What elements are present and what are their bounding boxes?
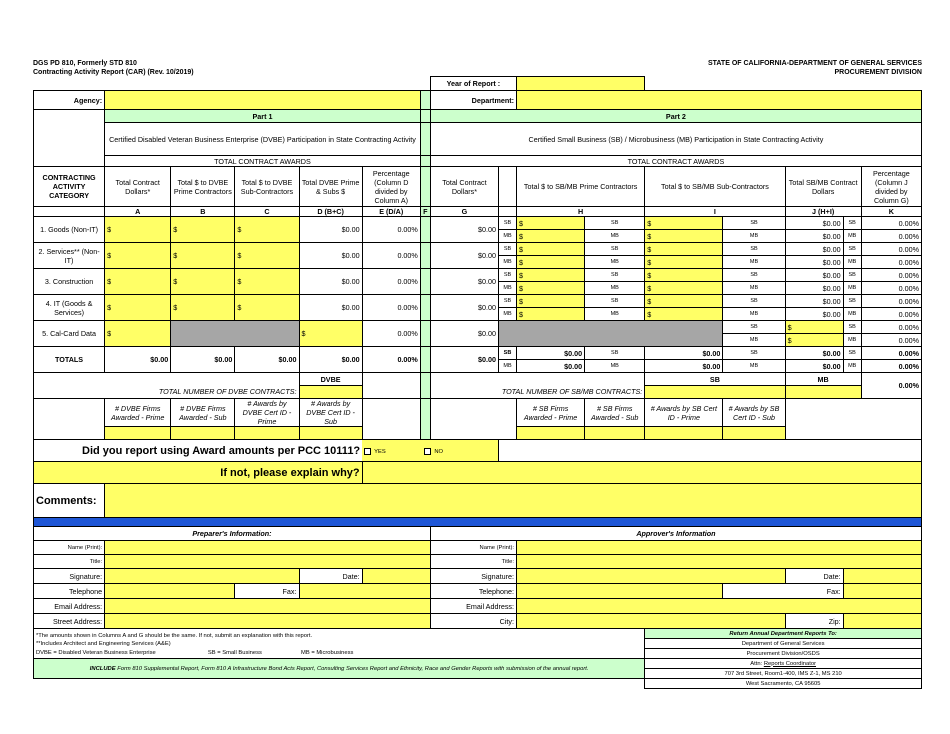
- row1-i-sb-tag: SB: [723, 217, 785, 230]
- approver-header: Approver's Information: [430, 527, 921, 541]
- totals-g: $0.00: [430, 347, 498, 373]
- row1-b-input[interactable]: $: [171, 217, 235, 243]
- appr-date-input[interactable]: [843, 569, 921, 584]
- row1-j-mb-value: $0.00: [785, 230, 843, 243]
- appr-name-label: Name (Print):: [430, 541, 516, 555]
- totals-label: TOTALS: [34, 347, 105, 373]
- row3-h-sb-tag: SB: [585, 269, 645, 282]
- pcc-yes-option[interactable]: [362, 440, 420, 462]
- explain-label: If not, please explain why?: [34, 462, 363, 484]
- row1-i-sb-input[interactable]: $: [645, 217, 723, 230]
- totals-sb-tag: SB: [498, 347, 516, 360]
- row2-i-mb-tag: MB: [723, 256, 785, 269]
- totals-k-mb: 0.00%: [861, 360, 921, 373]
- totals-i-mb-tag: MB: [723, 360, 785, 373]
- totals-i-mb: $0.00: [645, 360, 723, 373]
- appr-title-input[interactable]: [517, 555, 922, 569]
- note-3b: SB = Small Business: [171, 649, 299, 659]
- totals-k-all: 0.00%: [861, 373, 921, 399]
- row2-k-mb-value: 0.00%: [861, 256, 921, 269]
- part1-description: Certified Disabled Veteran Business Enterprise (DVBE) Participation in State Contracting Activity: [105, 123, 421, 156]
- prep-title-label: Title:: [34, 555, 105, 569]
- form-header-right: [708, 59, 922, 77]
- row1-h-mb-input[interactable]: $: [517, 230, 585, 243]
- row4-j-mb-value: $0.00: [785, 308, 843, 321]
- row1-a-input[interactable]: $: [105, 217, 171, 243]
- agency-input[interactable]: [105, 91, 421, 110]
- row1-c-input[interactable]: $: [235, 217, 299, 243]
- return-line-2: Procurement Division/OSDS: [645, 649, 922, 659]
- part2-description: Certified Small Business (SB) / Microbusiness (MB) Participation in State Contracting Activity: [430, 123, 921, 156]
- appr-zip-input[interactable]: [843, 614, 921, 629]
- row4-c-input[interactable]: $: [235, 295, 299, 321]
- col-k-header: Percentage (Column J divided by Column G): [861, 167, 921, 207]
- row3-sb-tag: SB: [498, 269, 516, 282]
- sb-cert-sub-header: # Awards by SB Cert ID - Sub: [723, 399, 785, 427]
- col-d-header: Total DVBE Prime & Subs $: [299, 167, 362, 207]
- row1-j-sb-tag: SB: [843, 217, 861, 230]
- col-g-letter: G: [430, 207, 498, 217]
- row5-sb-tag: SB: [723, 321, 785, 334]
- pcc-no-option[interactable]: [420, 440, 498, 462]
- col-j-letter: J (H+I): [785, 207, 861, 217]
- dvbe-cert-prime-header: # Awards by DVBE Cert ID - Prime: [235, 399, 299, 427]
- return-line-1: Department of General Services: [645, 639, 922, 649]
- dvbe-sub-awards-input[interactable]: [171, 427, 235, 440]
- row2-d-value: $0.00: [299, 243, 362, 269]
- row2-i-mb-input[interactable]: $: [645, 256, 723, 269]
- sb-sub-awards-input[interactable]: [585, 427, 645, 440]
- row2-h-mb-input[interactable]: $: [517, 256, 585, 269]
- appr-email-label: Email Address:: [430, 599, 516, 614]
- row4-i-mb-tag: MB: [723, 308, 785, 321]
- category-header: CONTRACTING ACTIVITY CATEGORY: [34, 167, 105, 207]
- row2-j-mb-value: $0.00: [785, 256, 843, 269]
- row2-h-mb-tag: MB: [585, 256, 645, 269]
- car-form-table: [33, 76, 922, 689]
- year-label: Year of Report :: [430, 77, 516, 91]
- row5-j-mb-tag: MB: [843, 334, 861, 347]
- row4-j-sb-value: $0.00: [785, 295, 843, 308]
- row1-j-sb-value: $0.00: [785, 217, 843, 230]
- pcc-question: Did you report using Award amounts per PCC 10111?: [34, 440, 363, 462]
- appr-zip-label: Zip:: [785, 614, 843, 629]
- prep-fax-label: Fax:: [235, 584, 299, 599]
- include-note: [34, 659, 645, 679]
- row1-i-mb-input[interactable]: $: [645, 230, 723, 243]
- row2-c-input[interactable]: $: [235, 243, 299, 269]
- row3-h-mb-tag: MB: [585, 282, 645, 295]
- dvbe-cert-sub-header: # Awards by DVBE Cert ID - Sub: [299, 399, 362, 427]
- row2-j-sb-tag: SB: [843, 243, 861, 256]
- row4-j-sb-tag: SB: [843, 295, 861, 308]
- tca-header-1: TOTAL CONTRACT AWARDS: [105, 156, 421, 167]
- row5-mb-tag: MB: [723, 334, 785, 347]
- totals-j-sb: $0.00: [785, 347, 843, 360]
- col-b-letter: B: [171, 207, 235, 217]
- appr-signature-label: Signature:: [430, 569, 516, 584]
- col-g-header: Total Contract Dollars*: [430, 167, 498, 207]
- row5-e-value: 0.00%: [362, 321, 420, 347]
- totals-j-mb: $0.00: [785, 360, 843, 373]
- include-note-bold: INCLUDE: [89, 665, 116, 672]
- dvbe-prime-awards-input[interactable]: [105, 427, 171, 440]
- dvbe-count-label: DVBE: [299, 373, 362, 386]
- row4-k-sb-value: 0.00%: [861, 295, 921, 308]
- prep-street-label: Street Address:: [34, 614, 105, 629]
- dvbe-cert-prime-input[interactable]: [235, 427, 299, 440]
- totals-b: $0.00: [171, 347, 235, 373]
- row2-h-sb-tag: SB: [585, 243, 645, 256]
- appr-telephone-label: Telephone:: [430, 584, 516, 599]
- appr-name-input[interactable]: [517, 541, 922, 555]
- note-2: **Includes Architect and Engineering Services (A&E): [34, 639, 645, 649]
- appr-city-label: City:: [430, 614, 516, 629]
- appr-signature-input[interactable]: [517, 569, 786, 584]
- row3-j-sb-value: $0.00: [785, 269, 843, 282]
- yes-checkbox[interactable]: [364, 448, 371, 455]
- prep-title-input[interactable]: [105, 555, 431, 569]
- part1-header: Part 1: [105, 110, 421, 123]
- row4-h-sb-input[interactable]: $: [517, 295, 585, 308]
- col-f-letter: F: [420, 207, 430, 217]
- row4-a-input[interactable]: $: [105, 295, 171, 321]
- totals-h-mb: $0.00: [517, 360, 585, 373]
- agency-label: Agency:: [34, 91, 105, 110]
- mb-count-label: MB: [785, 373, 861, 386]
- row2-h-sb-input[interactable]: $: [517, 243, 585, 256]
- col-d-letter: D (B+C): [299, 207, 362, 217]
- row1-h-sb-tag: SB: [585, 217, 645, 230]
- no-checkbox[interactable]: [424, 448, 431, 455]
- row4-k-mb-value: 0.00%: [861, 308, 921, 321]
- totals-j-sb-tag: SB: [843, 347, 861, 360]
- return-line-3: [645, 659, 922, 669]
- row5-j-sb-tag: SB: [843, 321, 861, 334]
- dvbe-sub-awards-header: # DVBE Firms Awarded - Sub: [171, 399, 235, 427]
- row3-j-mb-tag: MB: [843, 282, 861, 295]
- col-e-header: Percentage (Column D divided by Column A): [362, 167, 420, 207]
- prep-signature-label: Signature:: [34, 569, 105, 584]
- appr-fax-input[interactable]: [843, 584, 921, 599]
- agency-name: STATE OF CALIFORNIA-DEPARTMENT OF GENERAL SERVICES: [707, 60, 922, 67]
- totals-i-sb-tag: SB: [723, 347, 785, 360]
- row2-i-sb-input[interactable]: $: [645, 243, 723, 256]
- appr-telephone-input[interactable]: [517, 584, 723, 599]
- sb-cert-prime-header: # Awards by SB Cert ID - Prime: [645, 399, 723, 427]
- totals-h-sb: $0.00: [517, 347, 585, 360]
- sb-prime-awards-header: # SB Firms Awarded - Prime: [517, 399, 585, 427]
- sb-count-input[interactable]: [645, 386, 785, 399]
- row1-g-value: $0.00: [430, 217, 498, 243]
- dvbe-cert-sub-input[interactable]: [299, 427, 362, 440]
- dvbe-prime-awards-header: # DVBE Firms Awarded - Prime: [105, 399, 171, 427]
- row4-mb-tag: MB: [498, 308, 516, 321]
- totals-h-sb-tag: SB: [585, 347, 645, 360]
- row3-mb-tag: MB: [498, 282, 516, 295]
- form-title: Contracting Activity Report (CAR) (Rev. 10/2019): [33, 69, 194, 76]
- col-h-letter: H: [517, 207, 645, 217]
- prep-date-input[interactable]: [362, 569, 430, 584]
- row4-h-mb-tag: MB: [585, 308, 645, 321]
- row4-j-mb-tag: MB: [843, 308, 861, 321]
- prep-name-input[interactable]: [105, 541, 431, 555]
- row1-k-sb-value: 0.00%: [861, 217, 921, 230]
- row3-h-sb-input[interactable]: $: [517, 269, 585, 282]
- sb-sub-awards-header: # SB Firms Awarded - Sub: [585, 399, 645, 427]
- row4-i-mb-input[interactable]: $: [645, 308, 723, 321]
- return-line-4: 707 3rd Street, Room1-400, IMS Z-1, MS 210: [645, 669, 922, 679]
- sb-cert-prime-input[interactable]: [645, 427, 723, 440]
- col-h-header: Total $ to SB/MB Prime Contractors: [517, 167, 645, 207]
- row1-e-value: 0.00%: [362, 217, 420, 243]
- sbmb-count-caption: TOTAL NUMBER OF SB/MB CONTRACTS:: [430, 386, 644, 399]
- prep-name-label: Name (Print):: [34, 541, 105, 555]
- row1-d-value: $0.00: [299, 217, 362, 243]
- row4-h-sb-tag: SB: [585, 295, 645, 308]
- row3-k-mb-value: 0.00%: [861, 282, 921, 295]
- row4-h-mb-input[interactable]: $: [517, 308, 585, 321]
- row4-b-input[interactable]: $: [171, 295, 235, 321]
- row3-k-sb-value: 0.00%: [861, 269, 921, 282]
- mb-count-input[interactable]: [785, 386, 861, 399]
- col-b-header: Total $ to DVBE Prime Contractors: [171, 167, 235, 207]
- row1-h-mb-tag: MB: [585, 230, 645, 243]
- row2-j-mb-tag: MB: [843, 256, 861, 269]
- row3-g-value: $0.00: [430, 269, 498, 295]
- return-title: Return Annual Department Reports To:: [645, 629, 922, 639]
- note-1: *The amounts shown in Columns A and G should be the same. If not, submit an explanation with this report.: [34, 629, 645, 639]
- prep-signature-input[interactable]: [105, 569, 299, 584]
- appr-city-input[interactable]: [517, 614, 786, 629]
- prep-email-label: Email Address:: [34, 599, 105, 614]
- row4-category: 4. IT (Goods & Services): [34, 295, 105, 321]
- include-note-text: Form 810 Supplemental Report, Form 810 A Infrastructure Bond Acts Report, Consulting Services Report and Ethnicity, Race and Gender Reports with submission of the annual report.: [117, 665, 589, 672]
- totals-a: $0.00: [105, 347, 171, 373]
- col-i-letter: I: [645, 207, 785, 217]
- row3-j-sb-tag: SB: [843, 269, 861, 282]
- row5-a-input[interactable]: $: [105, 321, 171, 347]
- tca-header-2: TOTAL CONTRACT AWARDS: [430, 156, 921, 167]
- row2-mb-tag: MB: [498, 256, 516, 269]
- comments-input[interactable]: [105, 484, 922, 518]
- row3-j-mb-value: $0.00: [785, 282, 843, 295]
- yes-label: YES: [374, 449, 386, 455]
- totals-i-sb: $0.00: [645, 347, 723, 360]
- totals-h-mb-tag: MB: [585, 360, 645, 373]
- row1-sb-tag: SB: [498, 217, 516, 230]
- return-attn: Attn:: [750, 660, 763, 667]
- comments-label: Comments:: [34, 484, 105, 518]
- appr-title-label: Title:: [430, 555, 516, 569]
- row3-d-value: $0.00: [299, 269, 362, 295]
- row3-h-mb-input[interactable]: $: [517, 282, 585, 295]
- row4-sb-tag: SB: [498, 295, 516, 308]
- department-input[interactable]: [517, 91, 922, 110]
- col-j-header: Total SB/MB Contract Dollars: [785, 167, 861, 207]
- row2-category: 2. Services** (Non-IT): [34, 243, 105, 269]
- explain-input[interactable]: [362, 462, 921, 484]
- prep-telephone-label: Telephone: [34, 584, 105, 599]
- prep-email-input[interactable]: [105, 599, 431, 614]
- row3-a-input[interactable]: $: [105, 269, 171, 295]
- row5-d-input[interactable]: $: [299, 321, 362, 347]
- col-c-header: Total $ to DVBE Sub-Contractors: [235, 167, 299, 207]
- prep-fax-input[interactable]: [299, 584, 430, 599]
- row1-mb-tag: MB: [498, 230, 516, 243]
- row4-d-value: $0.00: [299, 295, 362, 321]
- row3-i-mb-tag: MB: [723, 282, 785, 295]
- year-input[interactable]: [517, 77, 645, 91]
- row4-i-sb-tag: SB: [723, 295, 785, 308]
- row1-i-mb-tag: MB: [723, 230, 785, 243]
- row3-i-sb-tag: SB: [723, 269, 785, 282]
- sb-prime-awards-input[interactable]: [517, 427, 585, 440]
- row4-g-value: $0.00: [430, 295, 498, 321]
- row2-k-sb-value: 0.00%: [861, 243, 921, 256]
- no-label: NO: [434, 449, 444, 455]
- appr-fax-label: Fax:: [723, 584, 843, 599]
- dvbe-count-input[interactable]: [299, 386, 362, 399]
- part2-header: Part 2: [430, 110, 921, 123]
- totals-e: 0.00%: [362, 347, 420, 373]
- sb-cert-sub-input[interactable]: [723, 427, 785, 440]
- col-e-letter: E (D/A): [362, 207, 420, 217]
- row1-k-mb-value: 0.00%: [861, 230, 921, 243]
- row2-j-sb-value: $0.00: [785, 243, 843, 256]
- col-k-letter: K: [861, 207, 921, 217]
- row2-sb-tag: SB: [498, 243, 516, 256]
- row3-category: 3. Construction: [34, 269, 105, 295]
- row3-e-value: 0.00%: [362, 269, 420, 295]
- prep-date-label: Date:: [299, 569, 362, 584]
- return-line-5: West Sacramento, CA 95605: [645, 679, 922, 689]
- totals-k-sb: 0.00%: [861, 347, 921, 360]
- prep-street-input[interactable]: [105, 614, 431, 629]
- row1-j-mb-tag: MB: [843, 230, 861, 243]
- row2-e-value: 0.00%: [362, 243, 420, 269]
- totals-c: $0.00: [235, 347, 299, 373]
- row1-category: 1. Goods (Non-IT): [34, 217, 105, 243]
- col-a-letter: A: [105, 207, 171, 217]
- row5-k-mb-value: 0.00%: [861, 334, 921, 347]
- row2-g-value: $0.00: [430, 243, 498, 269]
- row1-h-sb-input[interactable]: $: [517, 217, 585, 230]
- row5-j-sb-input[interactable]: $: [785, 321, 843, 334]
- row4-e-value: 0.00%: [362, 295, 420, 321]
- col-c-letter: C: [235, 207, 299, 217]
- department-label: Department:: [430, 91, 516, 110]
- row3-c-input[interactable]: $: [235, 269, 299, 295]
- totals-j-mb-tag: MB: [843, 360, 861, 373]
- row3-i-sb-input[interactable]: $: [645, 269, 723, 282]
- col-i-header: Total $ to SB/MB Sub-Contractors: [645, 167, 785, 207]
- row5-category: 5. Cal-Card Data: [34, 321, 105, 347]
- sb-count-label: SB: [645, 373, 785, 386]
- row4-i-sb-input[interactable]: $: [645, 295, 723, 308]
- row3-b-input[interactable]: $: [171, 269, 235, 295]
- totals-mb-tag: MB: [498, 360, 516, 373]
- form-header-left: [33, 59, 194, 77]
- totals-d: $0.00: [299, 347, 362, 373]
- row2-b-input[interactable]: $: [171, 243, 235, 269]
- prep-telephone-input[interactable]: [105, 584, 235, 599]
- row5-j-mb-input[interactable]: $: [785, 334, 843, 347]
- note-3c: MB = Microbusiness: [299, 649, 645, 659]
- row2-a-input[interactable]: $: [105, 243, 171, 269]
- note-3a: DVBE = Disabled Veteran Business Enterprise: [34, 649, 171, 659]
- form-id: DGS PD 810, Formerly STD 810: [33, 60, 137, 67]
- appr-email-input[interactable]: [517, 599, 922, 614]
- row3-i-mb-input[interactable]: $: [645, 282, 723, 295]
- row5-k-sb-value: 0.00%: [861, 321, 921, 334]
- row5-g-value: $0.00: [430, 321, 498, 347]
- col-a-header: Total Contract Dollars*: [105, 167, 171, 207]
- division-name: PROCUREMENT DIVISION: [834, 69, 922, 76]
- row2-i-sb-tag: SB: [723, 243, 785, 256]
- dvbe-count-caption: TOTAL NUMBER OF DVBE CONTRACTS:: [34, 386, 300, 399]
- return-attn-name: Reports Coordinator: [763, 660, 817, 667]
- preparer-header: Preparer's Information:: [34, 527, 431, 541]
- appr-date-label: Date:: [785, 569, 843, 584]
